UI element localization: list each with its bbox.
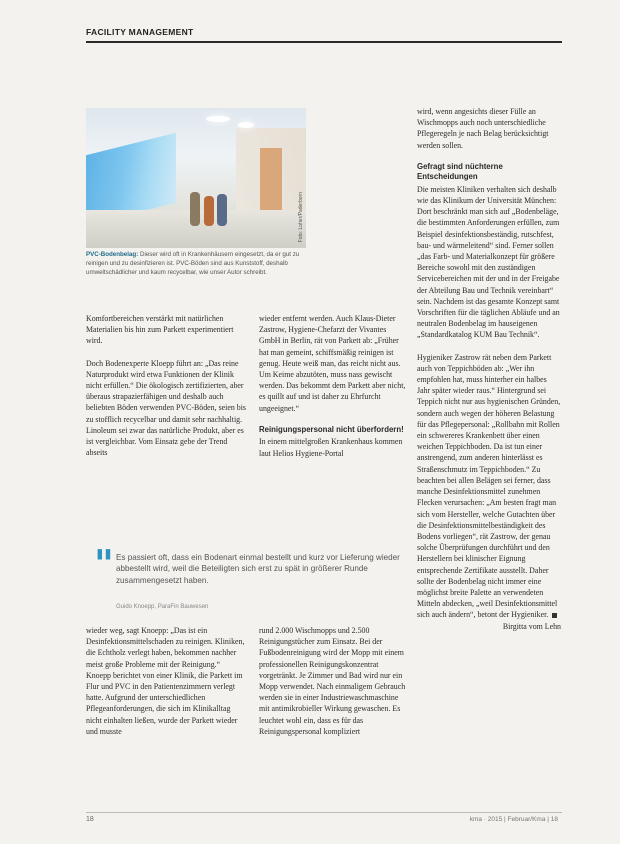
paragraph-text: Hygieniker Zastrow rät neben dem Parkett auch von Teppichböden ab: „Wer ihn empfohlen hat, muss hinterher ein halbes Jahr später wieder raus.“ Hintergrund sei Teppich nicht nur aus hygienischen Gründen, sondern auch wegen der höheren Belastung für das Pflegepersonal: „Rollbahn mit Rollen ein schwereres Krankenbett über einen weichen Teppichboden. Da ist tun einer anstrengend, zum anderen hinterlässt es Straßenschmutz im Teppichboden.“ Zu beachten bei allen Belägen sei ferner, dass manche Desinfektionsmittel zunehmen Flecken verursachen: „Am besten fragt man sich vom Hersteller, welche Gutachten über die Desinfektionsmittelbeständigkeit des Bodens vorliegen“, rät Zastrow, der genau solche Überprüfungen durchführt und den Herstellern bei klinischer Eignung entsprechende Zertifikate ausstellt. Daher sollte der Bodenbelag nicht immer eine möglichst breite Palette an verwendeten Mitteln abdecken, „weil Desinfektionsmittel sich auch ändern“, betont der Hygieniker.	[417, 352, 561, 620]
photo-caption	[86, 251, 308, 278]
paragraph	[417, 352, 561, 621]
issue-info: kma · 2015 | Februar/Kma | 18	[469, 816, 558, 823]
paragraph: In einem mittelgroßen Krankenhaus kommen laut Helios Hygiene-Portal	[259, 437, 403, 458]
page-number: 18	[86, 816, 94, 823]
corridor-photo	[86, 108, 306, 248]
photo-credit: Foto: Loher/Paderborn	[298, 191, 304, 242]
paragraph: Komfortbereichen verstärkt mit natürlichen Materialien bis hin zum Parkett experimentiert wird.	[86, 314, 234, 346]
paragraph: wieder entfernt werden. Auch Klaus-Dieter Zastrow, Hygiene-Chefarzt der Vivantes GmbH in Berlin, rät von Parkett ab: „Früher hat man gemeint, schiffsmäßig reinigen ist genug. Heute weiß man, das reicht nicht aus. Um Keime abzutöten, muss nass gewischt werden. Das bekommt dem Parkett aber nicht, es quillt auf und ist daher zu Ehrfurcht ungeeignet.“	[259, 314, 406, 413]
footer-rule	[86, 812, 562, 813]
paragraph: wird, wenn angesichts dieser Fülle an Wischmopps auch noch unterschiedliche Pflegeregeln je nach Belag berücksichtigt werden sollen.	[417, 107, 549, 150]
caption-lead: PVC-Bodenbelag:	[86, 251, 139, 258]
paragraph: Doch Bodenexperte Kloepp führt an: „Das reine Naturprodukt wird etwa Funktionen der Klinik nicht erfüllen.“ Die ökologisch zertifizierten, aber überaus strapazierfähigen und deshalb auch beliebten Böden verwenden PVC-Böden, seien bis zu stofflich recycelbar und damit sehr nachhaltig. Linoleum sei zwar das natürliche Produkt, aber es ist vergleichbar. Vom Einsatz gebe der Trend abseits	[86, 358, 246, 458]
column-1-bottom	[86, 625, 246, 748]
quote-source: Guido Knoepp, ParaFin Bauwesen	[116, 604, 209, 610]
column-2-bottom	[259, 625, 409, 748]
photo-ceiling-lamp	[206, 116, 230, 122]
quote-mark-icon: "	[94, 541, 114, 586]
paragraph: rund 2.000 Wischmopps und 2.500 Reinigungstücher zum Einsatz. Bei der Fußbodenreinigung wird der Mopp mit einem professionellen Reinigungskonzentrat vorgetränkt. Je Zimmer und Bad wird nur ein Mopp verwendet. Nach einmaligem Gebrauch werden sie in einer Industriewaschmaschine mit antimikrobieller Wirkung gewaschen. Es leuchtet wohl ein, dass es für das Reinigungspersonal kompliziert	[259, 626, 406, 736]
quote-text: Es passiert oft, dass ein Bodenart einmal bestellt und kurz vor Lieferung wieder abbestellt wird, weil die Beteiligten sich erst zu spät in größerer Runde zusammengesetzt haben.	[116, 553, 400, 585]
column-3	[417, 106, 561, 643]
photo-person	[217, 194, 227, 226]
end-mark-icon	[552, 613, 557, 618]
paragraph: Die meisten Kliniken verhalten sich deshalb wie das Klinikum der Universität München: Dort beschränkt man sich auf „Bodenbeläge, die bestimmten Anforderungen erfüllen, zum Beispiel desinfektionsbeständig, rutschfest, bau- und wärmeleitend“ sind. Ferner sollen „das Farb- und Materialkonzept für größere Bereiche sowohl mit den zuständigen Servicebereichen mit der und in der Freigabe der Abteilung Bau und Technik vereinbart“ sein. Nachdem ist das gesamte Konzept samt Vorschriften für die täglichen Abläufe und an neutralen Bodenbelag im hauseigenen „Standardkatalog KUM Bau Technik“.	[417, 184, 560, 340]
subheading: Reinigungspersonal nicht überfordern!	[259, 424, 404, 434]
column-2-top	[259, 313, 409, 470]
photo-person	[190, 192, 200, 226]
header-rule	[86, 41, 562, 43]
section-label: FACILITY MANAGEMENT	[86, 27, 194, 37]
column-1-top	[86, 313, 246, 469]
pull-quote	[86, 541, 411, 617]
subheading: Gefragt sind nüchterne Entscheidungen	[417, 161, 503, 182]
author-byline: Birgitta vom Lehn	[502, 621, 561, 631]
paragraph: wieder weg, sagt Knoepp: „Das ist ein Desinfektionsmittelschaden zu reinigen. Kliniken, die Echtholz verlegt haben, bekommen nachher meist große Probleme mit der Reinigung.“ Knoepp berichtet von einer Klinik, die Parkett im Flur und PVC in den Patientenzimmern verlegt hatte. Aufgrund der unterschiedlichen Pflegeanforderungen, die sich im Klinikalltag nicht einhalten ließen, wurde der Parkett wieder und musste	[86, 626, 245, 736]
photo-person	[204, 196, 214, 226]
photo-door	[260, 148, 282, 212]
caption-text: Dieser wird oft in Krankenhäusern eingesetzt, da er gut zu reinigen und zu desinfizieren ist. PVC-Böden sind aus Kunststoff, deshalb umweltschädlicher und kaum recycelbar, wie unser Autor schreibt.	[86, 251, 300, 276]
photo-ceiling-lamp	[238, 122, 254, 128]
